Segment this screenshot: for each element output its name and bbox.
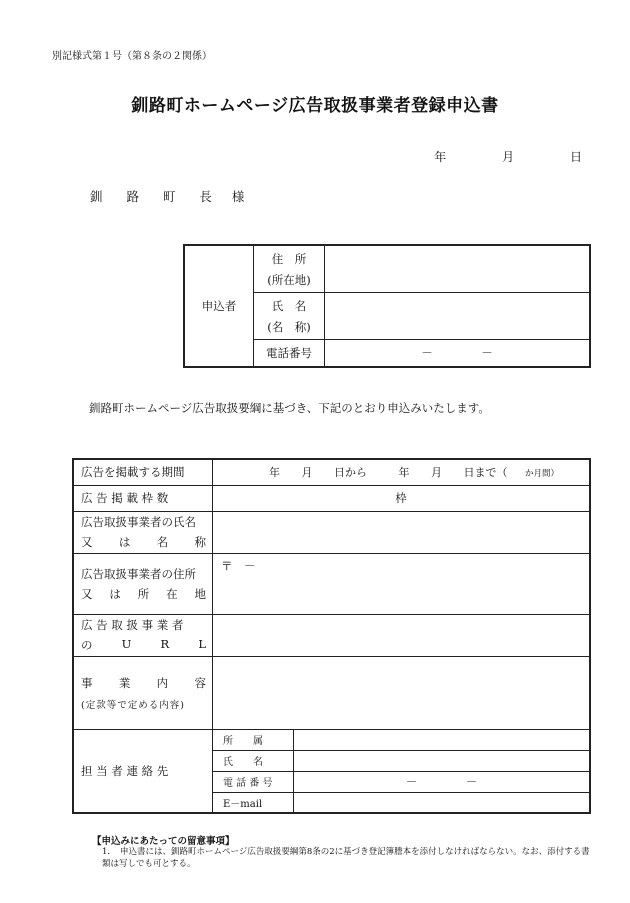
form-reference: 別記様式第１号（第８条の２関係） — [52, 51, 212, 62]
contact-label: 担 当 者 連 絡 先 — [73, 729, 213, 813]
contact-dept-label: 所 属 — [213, 729, 294, 750]
applicant-phone-field[interactable] — [325, 340, 591, 368]
contact-name-label: 氏 名 — [213, 750, 294, 771]
business-name-field[interactable] — [213, 511, 591, 553]
slots-field[interactable] — [213, 485, 591, 511]
label-char: 名 — [156, 535, 169, 549]
period-field[interactable] — [213, 459, 591, 485]
period-month: 月 — [301, 466, 313, 480]
phone-dash: － — [481, 346, 493, 360]
label-char: 内 — [156, 675, 169, 690]
date-day-label: 日 — [569, 150, 582, 164]
business-address-label-line2 — [81, 586, 212, 602]
business-name-label-line2 — [81, 534, 212, 550]
business-content-label — [73, 656, 213, 729]
label-char: U — [121, 637, 132, 651]
contact-email-field[interactable] — [294, 792, 591, 813]
applicant-address-label: 住 所 — [254, 245, 325, 269]
applicant-table — [183, 244, 591, 368]
label-char: 所 — [137, 586, 150, 601]
business-address-field[interactable] — [213, 553, 591, 614]
addressee-name: 釧 路 町 長 — [90, 189, 222, 204]
label-char: は — [118, 535, 131, 549]
phone-dash: － — [421, 346, 433, 360]
addressee — [90, 187, 254, 205]
applicant-name-sublabel: (名 称) — [254, 316, 325, 340]
slots-unit: 枠 — [395, 491, 407, 505]
applicant-name-field[interactable] — [325, 293, 591, 340]
label-char: 地 — [194, 586, 206, 601]
notice-item-number: 1． — [102, 847, 116, 857]
contact-phone-label: 電 話 番 号 — [213, 771, 294, 792]
contact-name-field[interactable] — [294, 750, 591, 771]
document-title: 釧路町ホームページ広告取扱事業者登録申込書 — [131, 96, 499, 116]
label-char: 業 — [118, 675, 131, 690]
label-char: 又 — [81, 586, 93, 601]
contact-dept-field[interactable] — [294, 729, 591, 750]
business-address-label — [73, 553, 213, 614]
notice-item — [102, 846, 592, 870]
label-char: L — [198, 637, 206, 651]
label-char: R — [160, 637, 170, 651]
postal-mark: 〒 － — [221, 558, 256, 573]
period-month-2: 月 — [430, 466, 442, 480]
date-line — [408, 148, 582, 165]
notice-item-text: 申込書には、釧路町ホームページ広告取扱要綱第8条の2に基づき登記簿謄本を添付しなければならない。なお、添付する書類は写しでも可とする。 — [102, 847, 590, 869]
period-year-2: 年 — [398, 466, 410, 480]
business-url-label-line1: 広 告 取 扱 事 業 者 — [81, 618, 184, 632]
period-to: 日まで（ — [463, 466, 508, 480]
contact-email-label: E－mail — [213, 792, 294, 813]
intro-text: 釧路町ホームページ広告取扱要綱に基づき、下記のとおり申込みいたします。 — [89, 401, 490, 415]
business-content-label-line1 — [81, 675, 212, 691]
label-char: 在 — [166, 586, 178, 601]
label-char: 称 — [194, 535, 206, 549]
applicant-address-field[interactable] — [325, 245, 591, 293]
applicant-address-sublabel: (所在地) — [254, 269, 325, 293]
period-label: 広告を掲載する期間 — [73, 459, 213, 485]
slots-label: 広 告 掲 載 枠 数 — [73, 485, 213, 511]
phone-dash: － — [405, 774, 418, 789]
period-months: か月間） — [524, 469, 559, 480]
business-address-label-line1: 広告取扱事業者の住所 — [81, 566, 196, 581]
detail-table — [72, 458, 591, 814]
period-from: 日から — [333, 466, 367, 480]
business-url-label-line2 — [81, 637, 212, 653]
applicant-name-label: 氏 名 — [254, 293, 325, 317]
business-name-label-line1: 広告取扱事業者の氏名 — [81, 515, 196, 529]
label-char: 又 — [81, 535, 93, 549]
business-content-field[interactable] — [213, 656, 591, 729]
label-char: 事 — [81, 675, 93, 690]
label-char: は — [109, 586, 121, 601]
label-char: の — [81, 638, 93, 652]
notice-title: 【申込みにあたっての留意事項】 — [92, 836, 235, 847]
business-content-note: (定款等で定める内容) — [81, 699, 185, 711]
applicant-phone-label: 電話番号 — [254, 340, 325, 368]
contact-phone-field[interactable] — [294, 771, 591, 792]
business-name-label — [73, 511, 213, 553]
period-year: 年 — [268, 466, 280, 480]
business-url-label — [73, 614, 213, 656]
label-char: 容 — [194, 675, 206, 690]
business-url-field[interactable] — [213, 614, 591, 656]
addressee-suffix: 様 — [231, 189, 255, 204]
phone-dash: － — [465, 774, 478, 789]
date-year-label: 年 — [434, 150, 447, 164]
date-month-label: 月 — [502, 150, 515, 164]
applicant-side-label: 申込者 — [184, 245, 254, 367]
